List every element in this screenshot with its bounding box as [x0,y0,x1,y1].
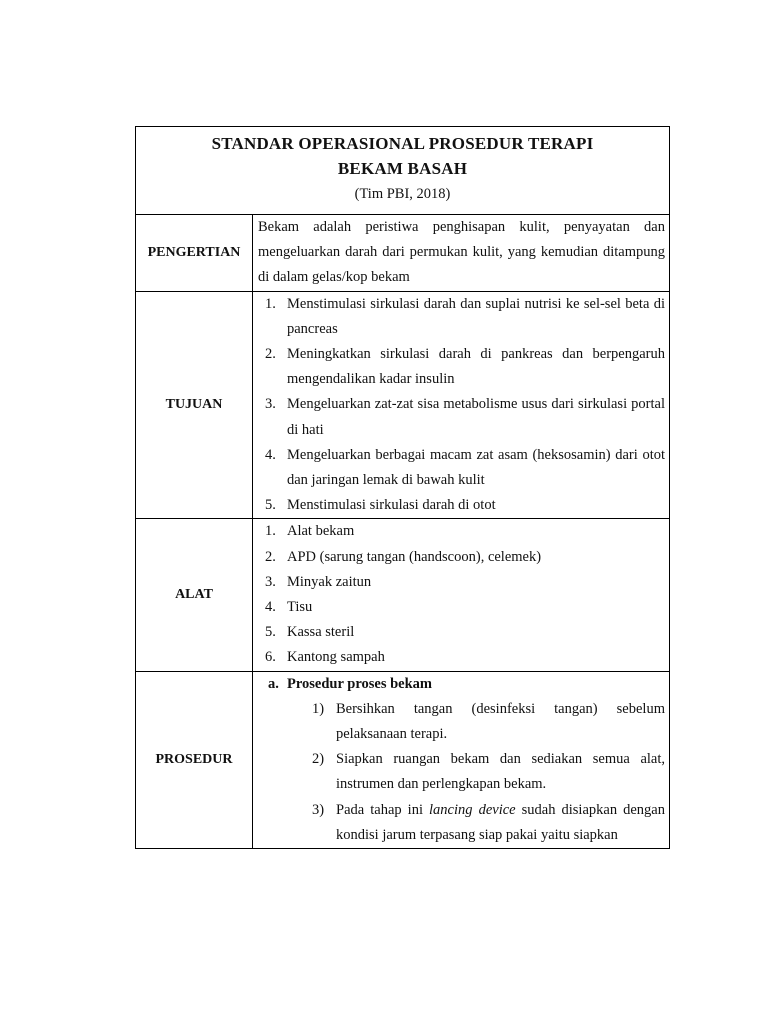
list-item-text: Tisu [287,599,313,616]
step-text: Siapkan ruangan bekam dan sediakan semua alat, instrumen dan perlengkapan bekam. [336,751,665,793]
tujuan-label: TUJUAN [136,291,253,519]
sop-table [135,126,670,849]
tujuan-content [253,291,670,519]
list-item [258,747,665,797]
document-title-line-1: STANDAR OPERASIONAL PROSEDUR TERAPI [211,134,594,153]
step-text-before: Pada tahap ini [336,801,430,818]
list-item-text: Mengeluarkan berbagai macam zat asam (heksosamin) dari otot dan jaringan lemak di bawah kulit [287,446,665,489]
tujuan-list [258,292,665,519]
list-item-number: 1. [265,295,276,312]
list-item [258,798,665,848]
list-item-number: 4. [265,446,276,463]
alat-list [258,519,665,670]
alat-content [253,519,670,671]
step-text-italic: lancing device [429,801,516,818]
document-title-line-2: BEKAM BASAH [337,159,468,178]
section-title: Prosedur proses bekam [287,675,433,692]
list-item-text: Meningkatkan sirkulasi darah di pankreas dan berpengaruh mengendalikan kadar insulin [287,346,665,388]
list-item-text: Minyak zaitun [287,573,372,590]
list-item [258,545,665,570]
alat-label: ALAT [136,519,253,671]
list-item-number: 5. [265,497,276,514]
prosedur-steps [258,697,665,848]
list-item-text: Menstimulasi sirkulasi darah di otot [287,497,496,514]
document-subtitle: (Tim PBI, 2018) [354,186,451,202]
list-item [258,493,665,518]
list-item [258,595,665,620]
list-item [258,570,665,595]
list-item-number: 3. [265,396,276,413]
prosedur-section-heading [258,672,665,697]
step-number: 3) [312,801,325,818]
list-item-number: 3. [265,573,276,590]
list-item-number: 5. [265,624,276,641]
list-item-text: Menstimulasi sirkulasi darah dan suplai nutrisi ke sel-sel beta di pancreas [287,295,665,337]
list-item-number: 1. [265,523,276,540]
list-item-text: APD (sarung tangan (handscoon), celemek) [287,548,542,565]
list-item-text: Kantong sampah [287,649,385,666]
pengertian-content [253,215,670,292]
list-item [258,697,665,747]
list-item [258,292,665,342]
step-number: 1) [312,700,325,717]
list-item-number: 2. [265,346,276,363]
list-item [258,443,665,493]
list-item-text: Alat bekam [287,523,355,540]
list-item [258,519,665,544]
step-number: 2) [312,751,325,768]
step-text-after: sudah disiapkan dengan kondisi jarum terpasang siap pakai yaitu siapkan [336,801,665,843]
list-item [258,342,665,392]
row-prosedur [136,671,670,848]
prosedur-content [253,671,670,848]
section-number: a. [268,675,279,692]
list-item-number: 6. [265,649,276,666]
row-alat [136,519,670,671]
prosedur-label: PROSEDUR [136,671,253,848]
prosedur-clip [258,672,665,848]
header-cell [136,127,670,215]
list-item-text: Kassa steril [287,624,355,641]
list-item-text: Mengeluarkan zat-zat sisa metabolisme usus dari sirkulasi portal di hati [287,396,665,438]
row-tujuan [136,291,670,519]
list-item [258,620,665,645]
list-item-number: 4. [265,599,276,616]
list-item [258,645,665,670]
pengertian-text: Bekam adalah peristiwa penghisapan kulit, penyayatan dan mengeluarkan darah dari permukan kulit, yang kemudian ditampung di dalam gelas/kop bekam [258,219,665,286]
list-item [258,392,665,442]
pengertian-label: PENGERTIAN [136,215,253,292]
row-pengertian [136,215,670,292]
step-text: Bersihkan tangan (desinfeksi tangan) sebelum pelaksanaan terapi. [336,700,665,743]
header-row [136,127,670,215]
list-item-number: 2. [265,548,276,565]
